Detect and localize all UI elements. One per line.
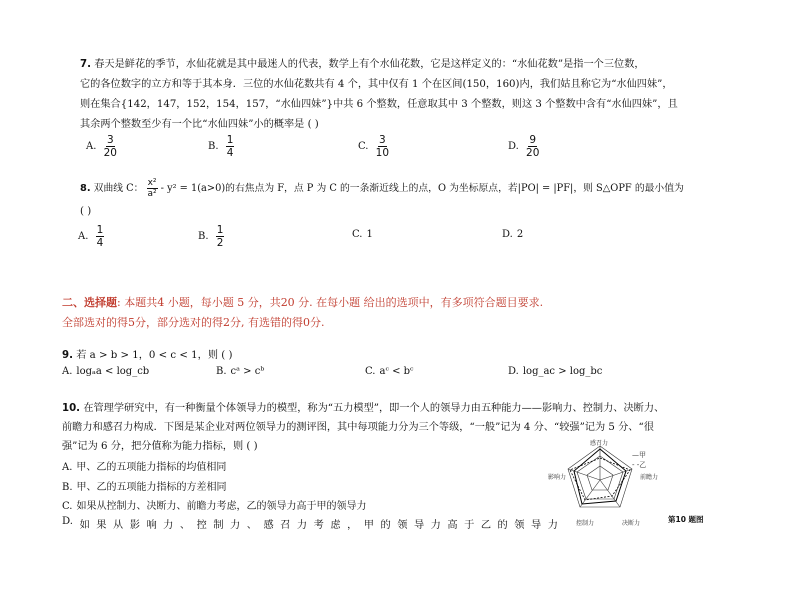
q10-option-d-label: D. xyxy=(62,516,74,527)
q8-option-d[interactable]: D. 2 xyxy=(502,229,524,240)
q10-option-d-char: 乙 xyxy=(480,520,492,531)
q10-option-d-char: 导 xyxy=(413,520,425,531)
q8-line1: 8. 双曲线 C： $\frac{\text{x²}}{\text{a²}}$ - y² = 1(a>0)的右焦点为 F，点 P 为 C 的一条渐近线上的点，O 为坐标原点，若|PO| = |PF|，则 S△OPF 的最小值为 xyxy=(80,178,684,199)
section-heading: 二、选择题: 本题共4 小题，每小题 5 分，共20 分. 在每小题 给出的选项中，有多项符合题目要求. xyxy=(62,296,544,309)
q10-option-d-char: 领 xyxy=(514,520,525,531)
q8-paren: ( ) xyxy=(80,206,92,217)
q10-option-d-char: 甲 xyxy=(363,520,374,531)
q10-option-d-char: 高 xyxy=(447,520,458,531)
q10-option-d-char: 果 xyxy=(96,520,107,531)
section-instructions: 全部选对的得5分，部分选对的得2分, 有选错的得0分. xyxy=(62,316,325,329)
q7-option-d[interactable]: D. $\frac{9}{20}$ xyxy=(508,134,540,159)
q10-option-b[interactable]: B. 甲、乙的五项能力指标的方差相同 xyxy=(62,482,227,493)
q10-option-d[interactable] xyxy=(62,516,558,531)
q10-option-d-char: 响 xyxy=(146,520,157,531)
q10-option-d-char: 导 xyxy=(530,520,542,531)
q10-option-d-char: 、 xyxy=(246,520,257,531)
q7-line1: 7. 春天是鲜花的季节，水仙花就是其中最迷人的代表，数学上有个水仙花数，它是这样定义的：“水仙花数”是指一个三位数， xyxy=(80,59,645,70)
q10-option-d-char: 于 xyxy=(464,520,475,531)
radar-label-left: 影响力 xyxy=(548,474,567,481)
radar-caption: 第10 题图 xyxy=(668,515,704,524)
radar-label-bottom-left: 控制力 xyxy=(576,520,595,527)
q7-option-a[interactable]: A. $\frac{3}{20}$ xyxy=(86,134,117,159)
q10-option-d-char: 如 xyxy=(79,520,90,531)
q9-option-b[interactable]: B. cᵃ > cᵇ xyxy=(216,366,265,377)
q10-option-d-char: 、 xyxy=(179,520,191,531)
q9-option-d[interactable]: D. log_ac > log_bc xyxy=(508,366,603,377)
q10-option-d-char: 力 xyxy=(430,520,441,531)
q10-option-d-char: 控 xyxy=(196,520,207,531)
q10-line3: 强”记为 6 分，把分值称为能力指标，则 ( ) xyxy=(62,441,258,452)
q7-line2: 它的各位数字的立方和等于其本身．三位的水仙花数共有 4 个，其中仅有 1 个在区间(150，160)内，我们姑且称它为“水仙四妹”， xyxy=(80,79,673,90)
q10-option-d-char: 力 xyxy=(547,520,558,531)
q10-option-a[interactable]: A. 甲、乙的五项能力指标的均值相同 xyxy=(62,462,227,473)
radar-label-right: 前瞻力 xyxy=(640,474,659,481)
section-title: 二、选择题 xyxy=(62,296,117,309)
q10-option-d-char: 召 xyxy=(280,520,291,531)
radar-label-bottom-right: 决断力 xyxy=(622,520,641,527)
q10-option-d-char: 领 xyxy=(397,520,408,531)
q10-option-d-char: 虑 xyxy=(330,520,341,531)
q10-option-d-char: 力 xyxy=(163,520,174,531)
q10-option-d-char: 感 xyxy=(263,520,274,531)
radar-legend-jia: —甲 xyxy=(632,451,646,459)
q7-option-b[interactable]: B. $\frac{1}{4}$ xyxy=(208,134,234,159)
q7-option-c[interactable]: C. $\frac{3}{10}$ xyxy=(358,134,390,159)
q10-option-d-char: ， xyxy=(347,520,358,531)
q10-option-c[interactable]: C. 如果从控制力、决断力、前瞻力考虑，乙的领导力高于甲的领导力 xyxy=(62,501,367,512)
q10-option-d-char: 的 xyxy=(497,520,508,531)
q10-option-d-char: 力 xyxy=(230,520,241,531)
q9-option-c[interactable]: C. aᶜ < bᶜ xyxy=(365,366,414,377)
q10-option-d-char: 力 xyxy=(296,520,308,531)
q7-line3: 则在集合{142，147，152，154，157，“水仙四妹”}中共 6 个整数，任意取其中 3 个整数，则这 3 个整数中含有“水仙四妹”，且 xyxy=(80,99,678,110)
radar-label-top: 感召力 xyxy=(590,440,609,447)
q10-option-d-char: 影 xyxy=(129,520,140,531)
q8-option-b[interactable]: B. $\frac{1}{2}$ xyxy=(198,224,224,249)
radar-legend-yi: - -乙 xyxy=(632,461,647,469)
q8-option-a[interactable]: A. $\frac{1}{4}$ xyxy=(78,224,104,249)
radar-chart xyxy=(560,440,640,518)
q9-option-a[interactable]: A. logₐa < log_cb xyxy=(62,366,150,377)
q10-line1: 10. 在管理学研究中，有一种衡量个体领导力的模型，称为“五力模型”，即一个人的领导力由五种能力——影响力、控制力、决断力、 xyxy=(62,403,665,414)
q8-option-c[interactable]: C. 1 xyxy=(352,229,373,240)
q10-option-d-char: 制 xyxy=(213,520,224,531)
q10-line2: 前瞻力和感召力构成．下图是某企业对两位领导力的测评图，其中每项能力分为三个等级，“一般”记为 4 分、“较强”记为 5 分、“很 xyxy=(62,422,654,433)
q9-stem: 9. 若 a > b > 1，0 < c < 1，则 ( ) xyxy=(62,350,233,361)
q10-option-d-char: 的 xyxy=(380,520,391,531)
q10-option-d-char: 考 xyxy=(313,520,324,531)
q7-line4: 其余两个整数至少有一个比“水仙四妹”小的概率是 ( ) xyxy=(80,119,319,130)
q10-option-d-char: 从 xyxy=(113,520,124,531)
